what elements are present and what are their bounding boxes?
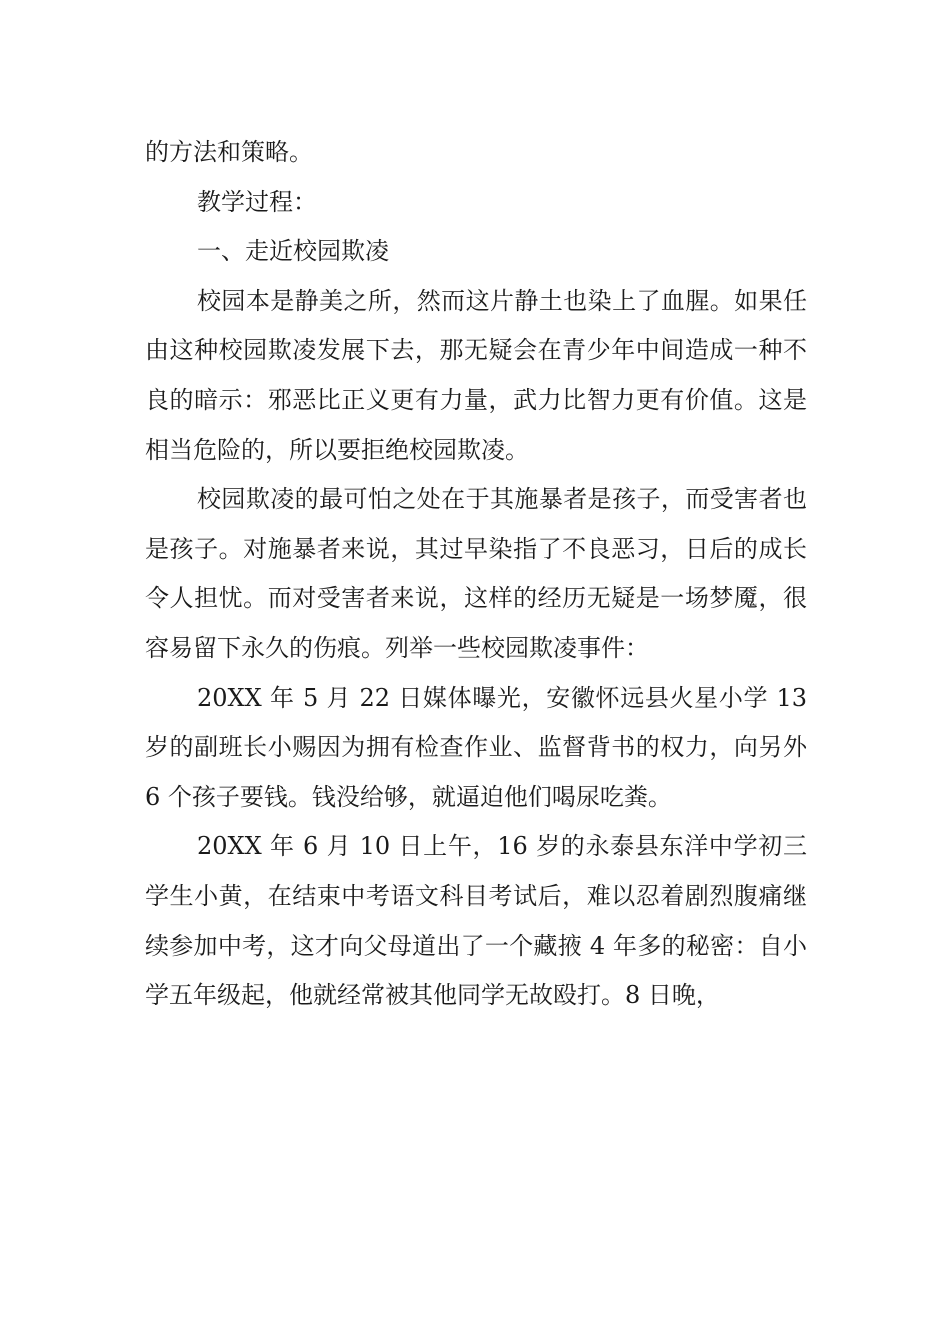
document-body <box>145 128 807 1021</box>
paragraph-campus-intro: 校园本是静美之所，然而这片静土也染上了血腥。如果任由这种校园欺凌发展下去，那无疑会在青少年中间造成一种不良的暗示：邪恶比正义更有力量，武力比智力更有价值。这是相当危险的，所以要拒绝校园欺凌。 <box>145 286 807 464</box>
paragraph-continuation: 的方法和策略。 <box>145 138 313 166</box>
paragraph-bullying-danger: 校园欺凌的最可怕之处在于其施暴者是孩子，而受害者也是孩子。对施暴者来说，其过早染指了不良恶习，日后的成长令人担忧。而对受害者来说，这样的经历无疑是一场梦魇，很容易留下永久的伤痕。列举一些校园欺凌事件： <box>145 485 807 662</box>
section-heading-approach-bullying: 一、走近校园欺凌 <box>197 237 389 266</box>
paragraph-case-yongtai: 20XX 年 6 月 10 日上午，16 岁的永泰县东洋中学初三学生小黄，在结束中考语文科目考试后，难以忍着剧烈腹痛继续参加中考，这才向父母道出了一个藏掖 4 年多的秘密：自小学五年级起，他就经常被其他同学无故殴打。8 日晚， <box>145 832 807 1010</box>
paragraph-teaching-process-heading: 教学过程： <box>197 187 317 216</box>
paragraph-case-anhui: 20XX 年 5 月 22 日媒体曝光，安徽怀远县火星小学 13 岁的副班长小赐因为拥有检查作业、监督背书的权力，向另外 6 个孩子要钱。钱没给够，就逼迫他们喝尿吃粪。 <box>145 683 807 811</box>
